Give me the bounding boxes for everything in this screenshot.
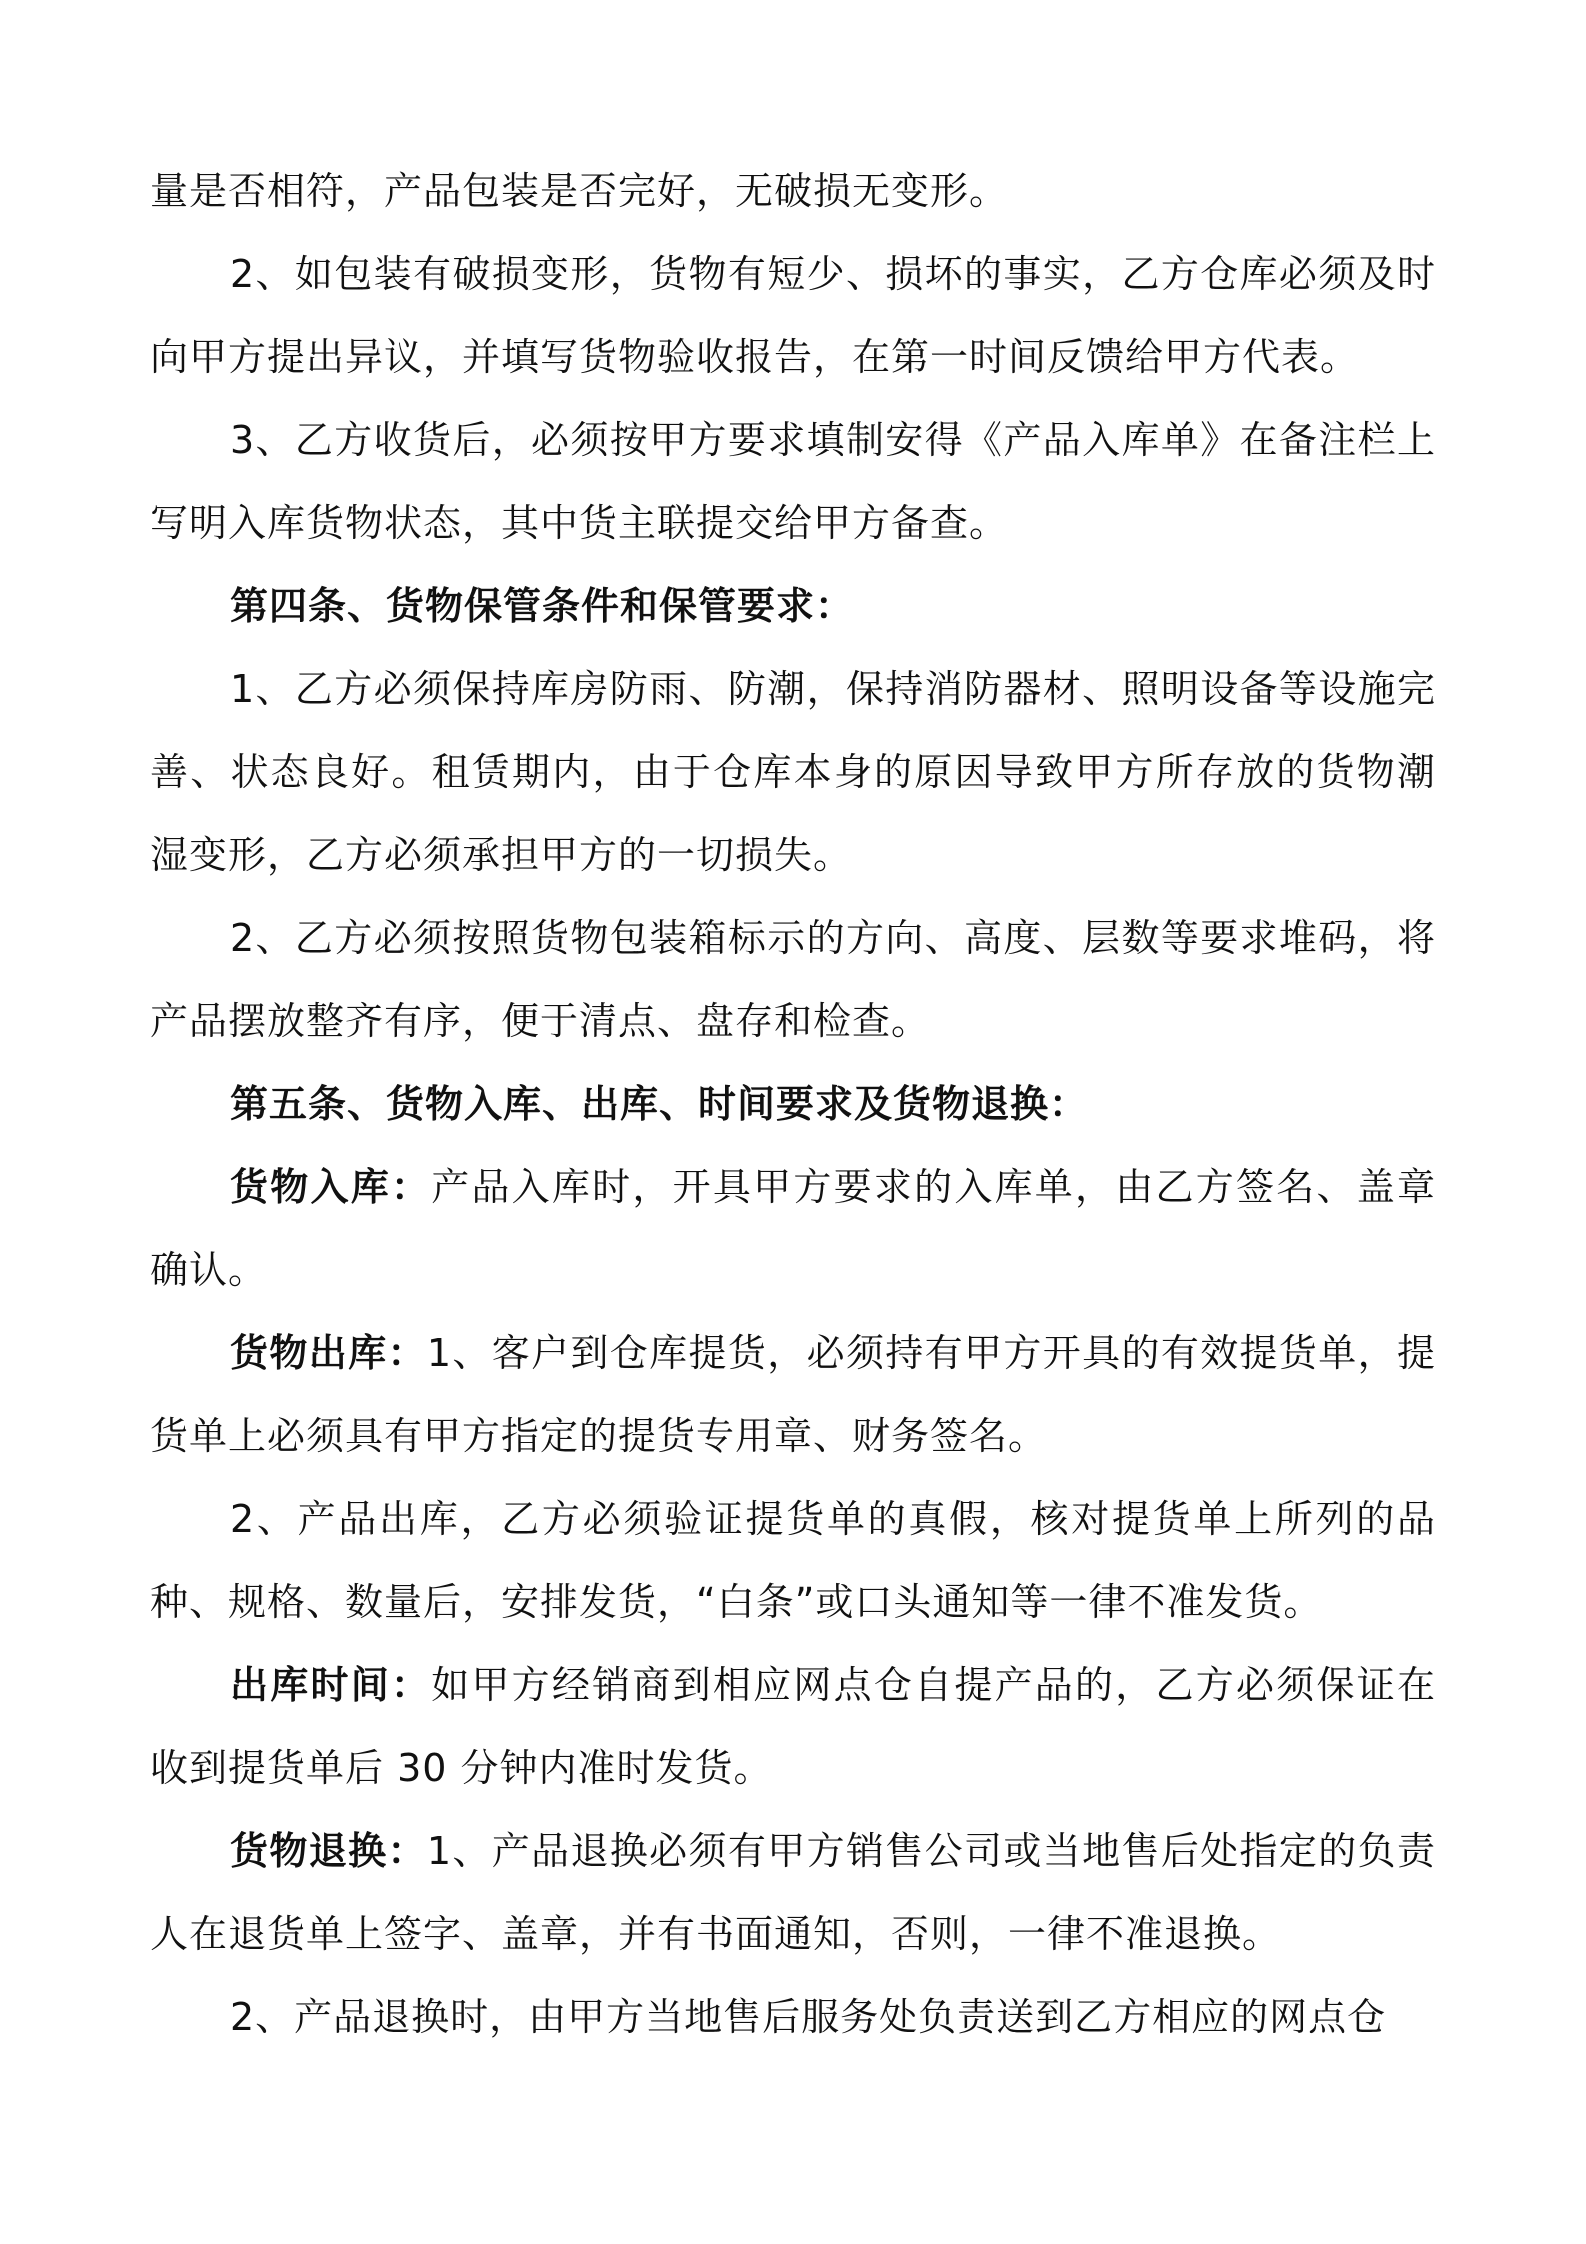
paragraph-text: 1、客户到仓库提货，必须持有甲方开具的有效提货单，提货单上必须具有甲方指定的提货专用章、财务签名。 [150, 1331, 1436, 1458]
paragraph-text: 1、乙方必须保持库房防雨、防潮，保持消防器材、照明设备等设施完善、状态良好。租赁期内，由于仓库本身的原因导致甲方所存放的货物潮湿变形，乙方必须承担甲方的一切损失。 [150, 667, 1436, 877]
paragraph-text: 2、产品出库，乙方必须验证提货单的真假，核对提货单上所列的品种、规格、数量后，安排发货，“白条”或口头通知等一律不准发货。 [150, 1497, 1436, 1624]
paragraph-1 [150, 150, 1436, 233]
paragraph-returns [150, 1810, 1436, 1976]
paragraph-6 [150, 897, 1436, 1063]
paragraph-text: 2、如包装有破损变形，货物有短少、损坏的事实，乙方仓库必须及时向甲方提出异议，并填写货物验收报告，在第一时间反馈给甲方代表。 [150, 252, 1436, 379]
paragraph-outbound [150, 1312, 1436, 1478]
paragraph-text: 2、产品退换时，由甲方当地售后服务处负责送到乙方相应的网点仓 [230, 1995, 1387, 2039]
section-heading-text: 第五条、货物入库、出库、时间要求及货物退换： [230, 1082, 1089, 1126]
section-heading-5 [150, 1063, 1436, 1146]
paragraph-outbound-time [150, 1644, 1436, 1810]
paragraph-lead: 货物出库： [230, 1331, 427, 1375]
paragraph-text: 1、产品退换必须有甲方销售公司或当地售后处指定的负责人在退货单上签字、盖章，并有书面通知，否则，一律不准退换。 [150, 1829, 1436, 1956]
paragraph-text: 产品入库时，开具甲方要求的入库单，由乙方签名、盖章确认。 [150, 1165, 1436, 1292]
section-heading-text: 第四条、货物保管条件和保管要求： [230, 584, 855, 628]
paragraph-5 [150, 648, 1436, 897]
paragraph-lead: 货物入库： [230, 1165, 432, 1209]
paragraph-2 [150, 233, 1436, 399]
paragraph-text: 3、乙方收货后，必须按甲方要求填制安得《产品入库单》在备注栏上写明入库货物状态，其中货主联提交给甲方备查。 [150, 418, 1436, 545]
paragraph-outbound-2 [150, 1478, 1436, 1644]
section-heading-4 [150, 565, 1436, 648]
paragraph-text: 2、乙方必须按照货物包装箱标示的方向、高度、层数等要求堆码，将产品摆放整齐有序，便于清点、盘存和检查。 [150, 916, 1436, 1043]
paragraph-returns-2 [150, 1976, 1436, 2059]
paragraph-inbound [150, 1146, 1436, 1312]
paragraph-text: 量是否相符，产品包装是否完好，无破损无变形。 [150, 169, 1009, 213]
paragraph-lead: 出库时间： [230, 1663, 432, 1707]
paragraph-lead: 货物退换： [230, 1829, 427, 1873]
paragraph-3 [150, 399, 1436, 565]
paragraph-text: 如甲方经销商到相应网点仓自提产品的，乙方必须保证在收到提货单后 30 分钟内准时发货。 [150, 1663, 1436, 1790]
